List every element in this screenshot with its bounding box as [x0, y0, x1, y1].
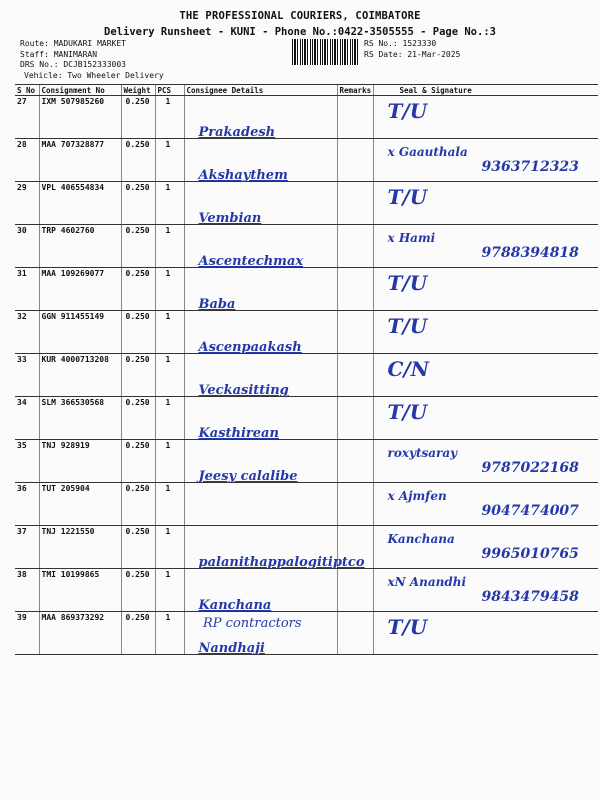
- cell-signature: [373, 311, 598, 354]
- cell-signature: [373, 225, 598, 268]
- table-row: [15, 569, 598, 612]
- rs-date: RS Date: 21-Mar-2025: [364, 49, 461, 59]
- cell-weight: 0.250: [121, 569, 155, 612]
- cell-weight: 0.250: [121, 268, 155, 311]
- cell-signature: [373, 526, 598, 569]
- cell-sno: 27: [15, 96, 39, 139]
- cell-consignee: [184, 483, 337, 526]
- col-header-pcs: PCS: [155, 85, 184, 96]
- consignee-handwriting: Baba: [198, 297, 236, 312]
- cell-consignee: [184, 397, 337, 440]
- cell-pcs: 1: [155, 483, 184, 526]
- consignee-handwriting: Ascentechmax: [198, 254, 304, 269]
- table-row: [15, 440, 598, 483]
- signature-name: x Gaauthala: [387, 145, 468, 159]
- cell-consignment-no: MAA 109269077: [39, 268, 121, 311]
- cell-remarks: [337, 440, 373, 483]
- col-header-remarks: Remarks: [337, 85, 373, 96]
- cell-signature: [373, 483, 598, 526]
- signature-mark: T/U: [387, 314, 428, 338]
- consignee-handwriting: Jeesy calalibe: [198, 469, 298, 484]
- runsheet-meta-right: [364, 39, 460, 60]
- table-row: [15, 96, 598, 139]
- cell-remarks: [337, 96, 373, 139]
- consignee-handwriting: Veckasitting: [198, 383, 289, 398]
- signature-name: xN Anandhi: [387, 575, 467, 589]
- cell-weight: 0.250: [121, 483, 155, 526]
- cell-pcs: 1: [155, 440, 184, 483]
- signature-mark: C/N: [387, 357, 430, 381]
- cell-signature: [373, 612, 598, 655]
- cell-consignee: [184, 268, 337, 311]
- barcode-icon: [292, 39, 358, 65]
- cell-pcs: 1: [155, 354, 184, 397]
- table-row: [15, 311, 598, 354]
- signature-phone: 9843479458: [481, 589, 579, 605]
- cell-weight: 0.250: [121, 526, 155, 569]
- cell-pcs: 1: [155, 397, 184, 440]
- cell-consignment-no: MAA 707328877: [39, 139, 121, 182]
- cell-signature: [373, 182, 598, 225]
- cell-signature: [373, 139, 598, 182]
- col-header-signature: Seal & Signature: [373, 85, 598, 96]
- cell-sno: 37: [15, 526, 39, 569]
- table-header-row: [15, 85, 598, 96]
- rs-number: RS No.: 1523330: [364, 39, 437, 48]
- cell-consignment-no: TMI 10199865: [39, 569, 121, 612]
- runsheet-meta-left: [20, 39, 164, 81]
- table-row: [15, 612, 598, 655]
- cell-sno: 35: [15, 440, 39, 483]
- cell-consignee: [184, 139, 337, 182]
- signature-mark: T/U: [387, 271, 428, 295]
- signature-mark: T/U: [387, 400, 428, 424]
- signature-phone: 9788394818: [481, 245, 579, 261]
- consignee-handwriting: Akshaythem: [198, 168, 288, 183]
- table-row: [15, 483, 598, 526]
- table-row: [15, 268, 598, 311]
- cell-pcs: 1: [155, 225, 184, 268]
- cell-consignee: [184, 96, 337, 139]
- signature-phone: 9965010765: [481, 546, 579, 562]
- staff-label: Staff: MANIMARAN: [20, 49, 98, 59]
- col-header-sno: S No: [15, 85, 39, 96]
- cell-weight: 0.250: [121, 182, 155, 225]
- cell-consignee: [184, 182, 337, 225]
- cell-pcs: 1: [155, 612, 184, 655]
- cell-sno: 32: [15, 311, 39, 354]
- cell-consignee: [184, 354, 337, 397]
- cell-pcs: 1: [155, 526, 184, 569]
- cell-weight: 0.250: [121, 225, 155, 268]
- cell-consignment-no: TNJ 1221550: [39, 526, 121, 569]
- cell-consignment-no: VPL 406554834: [39, 182, 121, 225]
- cell-consignment-no: TNJ 928919: [39, 440, 121, 483]
- signature-phone: 9787022168: [481, 460, 579, 476]
- cell-signature: [373, 397, 598, 440]
- col-header-consignment: Consignment No: [39, 85, 121, 96]
- table-row: [15, 526, 598, 569]
- table-row: [15, 182, 598, 225]
- cell-remarks: [337, 311, 373, 354]
- cell-remarks: [337, 182, 373, 225]
- signature-mark: T/U: [387, 615, 428, 639]
- table-row: [15, 397, 598, 440]
- cell-remarks: [337, 397, 373, 440]
- cell-consignee: [184, 440, 337, 483]
- cell-consignment-no: MAA 869373292: [39, 612, 121, 655]
- cell-sno: 36: [15, 483, 39, 526]
- consignee-handwriting: Kasthirean: [198, 426, 279, 441]
- cell-sno: 30: [15, 225, 39, 268]
- runsheet-subtitle: Delivery Runsheet - KUNI - Phone No.:0422-3505555 - Page No.:3: [104, 26, 496, 38]
- cell-pcs: 1: [155, 311, 184, 354]
- cell-consignee: [184, 225, 337, 268]
- cell-remarks: [337, 483, 373, 526]
- signature-phone: 9047474007: [481, 503, 579, 519]
- cell-sno: 29: [15, 182, 39, 225]
- table-row: [15, 139, 598, 182]
- consignee-handwriting: Ascenpaakash: [198, 340, 302, 355]
- signature-name: roxytsaray: [387, 446, 458, 460]
- signature-mark: T/U: [387, 99, 428, 123]
- signature-name: x Hami: [387, 231, 436, 245]
- col-header-weight: Weight: [121, 85, 155, 96]
- cell-sno: 28: [15, 139, 39, 182]
- consignee-handwriting: Prakadesh: [198, 125, 276, 140]
- cell-pcs: 1: [155, 182, 184, 225]
- vehicle-label: Vehicle: Two Wheeler Delivery: [24, 70, 164, 80]
- consignee-handwriting: palanithappalogitiptco: [198, 555, 365, 570]
- table-row: [15, 354, 598, 397]
- cell-signature: [373, 569, 598, 612]
- cell-consignment-no: IXM 507985260: [39, 96, 121, 139]
- cell-remarks: [337, 569, 373, 612]
- cell-remarks: [337, 225, 373, 268]
- route-label: Route: MADUKARI MARKET: [20, 39, 126, 48]
- cell-signature: [373, 268, 598, 311]
- drs-label: DRS No.: DCJB152333003: [20, 60, 126, 69]
- cell-weight: 0.250: [121, 397, 155, 440]
- cell-consignment-no: KUR 4000713208: [39, 354, 121, 397]
- cell-signature: [373, 354, 598, 397]
- cell-remarks: [337, 139, 373, 182]
- cell-consignee: [184, 526, 365, 570]
- cell-pcs: 1: [155, 569, 184, 612]
- cell-consignee: [184, 311, 337, 354]
- cell-signature: [373, 440, 598, 483]
- cell-sno: 31: [15, 268, 39, 311]
- runsheet-table: [15, 84, 598, 655]
- signature-phone: 9363712323: [481, 159, 579, 175]
- consignee-handwriting: Vembian: [198, 211, 262, 226]
- signature-mark: T/U: [387, 185, 428, 209]
- cell-sno: 38: [15, 569, 39, 612]
- cell-remarks: [337, 612, 373, 655]
- cell-sno: 39: [15, 612, 39, 655]
- cell-remarks: [337, 354, 373, 397]
- table-row: [15, 225, 598, 268]
- cell-consignment-no: TUT 205904: [39, 483, 121, 526]
- cell-remarks: [337, 268, 373, 311]
- cell-sno: 34: [15, 397, 39, 440]
- cell-weight: 0.250: [121, 354, 155, 397]
- cell-consignment-no: GGN 911455149: [39, 311, 121, 354]
- signature-name: x Ajmfen: [387, 489, 447, 503]
- cell-weight: 0.250: [121, 440, 155, 483]
- cell-weight: 0.250: [121, 96, 155, 139]
- consignee-handwriting: Nandhaji: [198, 641, 265, 656]
- cell-sno: 33: [15, 354, 39, 397]
- company-title: THE PROFESSIONAL COURIERS, COIMBATORE: [179, 10, 421, 22]
- cell-pcs: 1: [155, 96, 184, 139]
- cell-pcs: 1: [155, 268, 184, 311]
- cell-weight: 0.250: [121, 612, 155, 655]
- cell-remarks: [337, 526, 373, 569]
- cell-consignee: [184, 569, 337, 612]
- col-header-consignee: Consignee Details: [184, 85, 337, 96]
- signature-name: Kanchana: [387, 532, 455, 546]
- cell-pcs: 1: [155, 139, 184, 182]
- cell-weight: 0.250: [121, 311, 155, 354]
- cell-consignment-no: TRP 4602760: [39, 225, 121, 268]
- consignee-handwriting: Kanchana: [198, 598, 272, 613]
- trailing-handwriting: RP contractors: [203, 616, 302, 631]
- cell-weight: 0.250: [121, 139, 155, 182]
- cell-signature: [373, 96, 598, 139]
- cell-consignment-no: SLM 366530568: [39, 397, 121, 440]
